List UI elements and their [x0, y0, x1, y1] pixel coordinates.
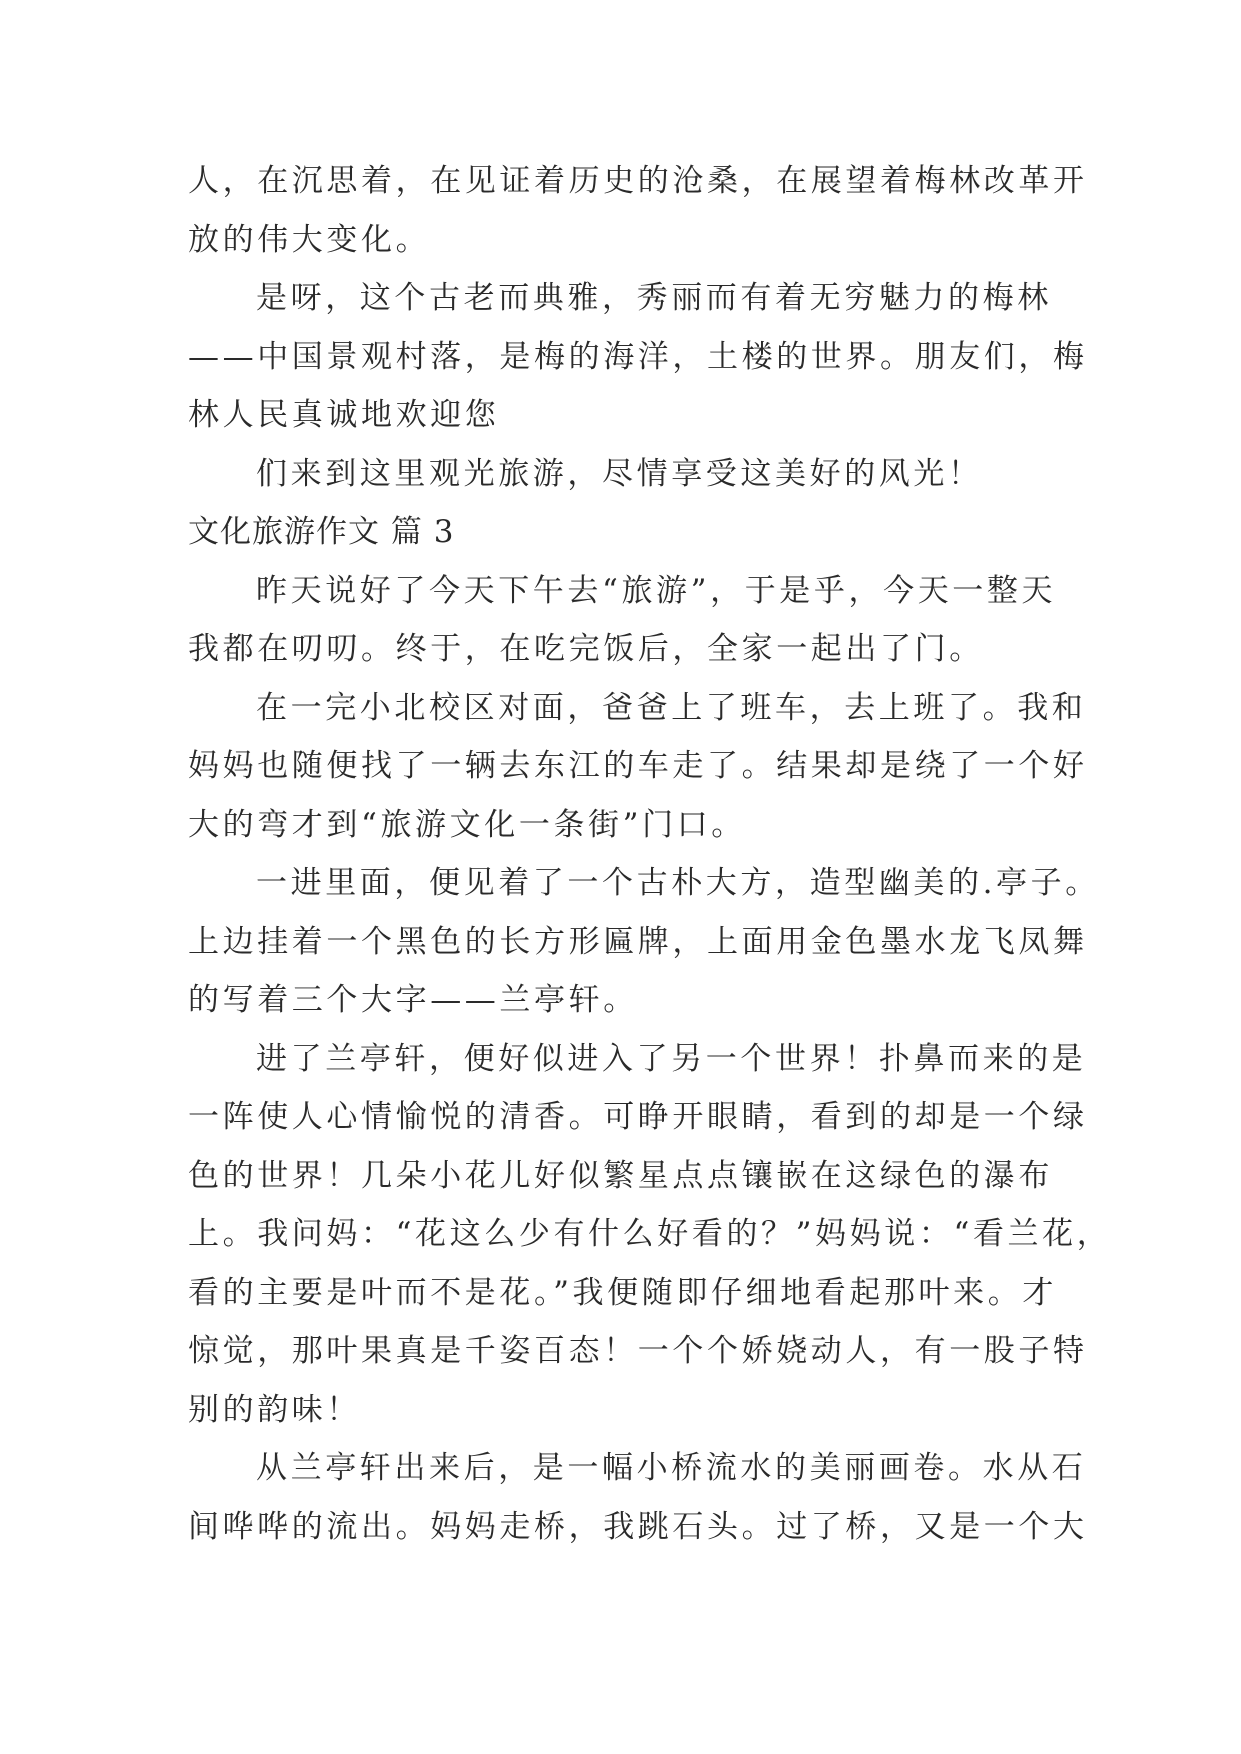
text-line: 上。我问妈：“花这么少有什么好看的？”妈妈说：“看兰花，: [188, 1216, 1112, 1252]
text-line: 大的弯才到“旅游文化一条街”门口。: [188, 806, 746, 843]
paragraph-start-line: 是呀，这个古老而典雅，秀丽而有着无穷魅力的梅林: [256, 280, 1052, 316]
text-line: 上边挂着一个黑色的长方形匾牌，上面用金色墨水龙飞凤舞: [188, 923, 1088, 960]
text-line: 看的主要是叶而不是花。”我便随即仔细地看起那叶来。才: [188, 1274, 1057, 1311]
text-line: 色的世界！几朵小花儿好似繁星点点镶嵌在这绿色的瀑布: [188, 1157, 1053, 1194]
paragraph-start-line: 们来到这里观光旅游，尽情享受这美好的风光！: [256, 455, 983, 492]
paragraph-start-line: 昨天说好了今天下午去“旅游”，于是乎，今天一整天: [256, 572, 1057, 609]
text-line: 一阵使人心情愉悦的清香。可睁开眼睛，看到的却是一个绿: [188, 1099, 1088, 1135]
text-line: 惊觉，那叶果真是千姿百态！一个个娇娆动人，有一股子特: [188, 1333, 1088, 1369]
paragraph-start-line: 进了兰亭轩，便好似进入了另一个世界！扑鼻而来的是: [256, 1040, 1087, 1077]
paragraph-start-line: 从兰亭轩出来后，是一幅小桥流水的美丽画卷。水从石: [256, 1450, 1087, 1486]
text-line: ——中国景观村落，是梅的海洋，土楼的世界。朋友们，梅: [188, 338, 1088, 375]
text-line: 人，在沉思着，在见证着历史的沧桑，在展望着梅林改革开: [188, 163, 1088, 199]
text-line: 妈妈也随便找了一辆去东江的车走了。结果却是绕了一个好: [188, 748, 1088, 784]
paragraph-start-line: 在一完小北校区对面，爸爸上了班车，去上班了。我和: [256, 689, 1087, 726]
text-line: 我都在叨叨。终于，在吃完饭后，全家一起出了门。: [188, 631, 984, 667]
text-line: 林人民真诚地欢迎您: [188, 397, 500, 433]
text-line: 别的韵味！: [188, 1391, 361, 1428]
section-heading: 文化旅游作文 篇 3: [188, 514, 455, 550]
text-line: 间哗哗的流出。妈妈走桥，我跳石头。过了桥，又是一个大: [188, 1508, 1088, 1545]
paragraph-start-line: 一进里面，便见着了一个古朴大方，造型幽美的.亭子。: [256, 865, 1100, 901]
text-line: 放的伟大变化。: [188, 221, 431, 258]
document-body: [188, 152, 1112, 1556]
text-line: 的写着三个大字——兰亭轩。: [188, 982, 638, 1018]
